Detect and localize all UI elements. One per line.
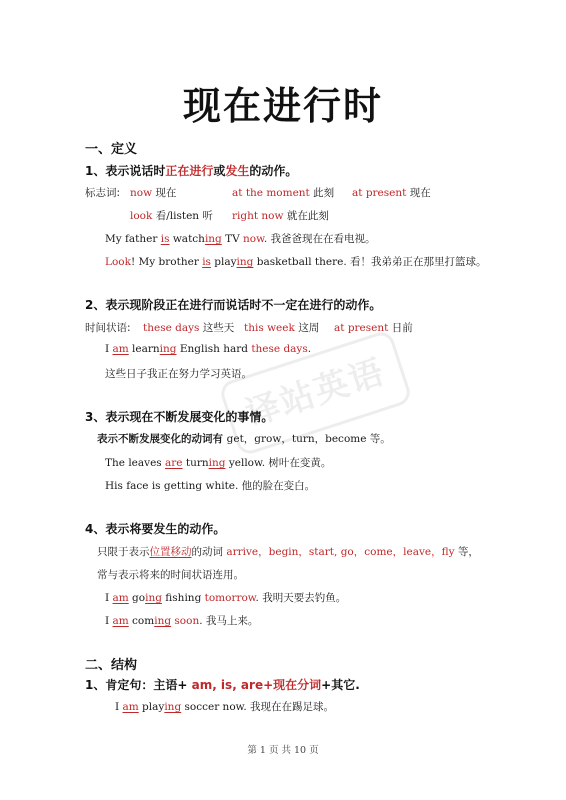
- time-word: tomorrow: [204, 592, 256, 604]
- example-sentence-5: His face is getting white. 他的脸在变白。: [105, 480, 316, 492]
- signal-word: [130, 208, 213, 223]
- point-1-heading: [85, 162, 297, 179]
- signal-word: [232, 208, 329, 223]
- time-word-zh: 这周: [298, 322, 320, 334]
- aux-verb: am: [112, 592, 129, 604]
- text: play: [210, 256, 237, 268]
- time-word: [244, 320, 319, 335]
- time-word: [143, 320, 234, 335]
- signal-word: [352, 185, 431, 200]
- point-4-subline-2: 常与表示将来的时间状语连用。: [97, 569, 244, 581]
- time-word: now: [243, 233, 264, 245]
- text: +其它.: [321, 678, 360, 692]
- time-word: these days: [251, 343, 308, 355]
- aux-verb: am: [112, 343, 129, 355]
- example-translation-3: 这些日子我正在努力学习英语。: [105, 368, 252, 380]
- page-footer: 第 1 页 共 10 页: [247, 745, 319, 756]
- time-word-en: these days: [143, 322, 200, 334]
- aux-verb: are: [165, 457, 183, 469]
- structure-example-1: [115, 699, 334, 714]
- text: 的动词: [191, 546, 227, 558]
- time-word-zh: 这些天: [202, 322, 235, 334]
- text: 或: [213, 164, 226, 178]
- highlight: 发生: [225, 164, 250, 178]
- ing-suffix: ing: [159, 343, 177, 355]
- signal-word: [130, 185, 176, 200]
- text: learn: [128, 343, 160, 355]
- time-adverbial-label: 时间状语:: [85, 322, 131, 334]
- time-word-en: at present: [334, 322, 389, 334]
- structure-point-1-heading: [85, 676, 360, 693]
- ing-suffix: ing: [208, 457, 226, 469]
- aux-verb: am: [112, 615, 129, 627]
- aux-verb: is: [160, 233, 170, 245]
- signal-word: Look: [105, 256, 131, 268]
- text: 1、肯定句：主语+: [85, 678, 192, 692]
- text: 只限于表示: [97, 546, 150, 558]
- point-2-heading: 2、表示现阶段正在进行而说话时不一定在进行的动作。: [85, 298, 382, 312]
- point-4-subline-1: [97, 544, 479, 559]
- signal-word: [232, 185, 334, 200]
- text: yellow. 树叶在变黄。: [225, 457, 332, 469]
- example-sentence-3: [105, 343, 311, 355]
- signal-word-en: right now: [232, 210, 284, 222]
- time-word-en: this week: [244, 322, 295, 334]
- text: turn: [182, 457, 209, 469]
- page-title: 现在进行时: [182, 84, 383, 128]
- ing-suffix: ing: [164, 701, 182, 713]
- example-sentence-4: [105, 455, 331, 470]
- text: I: [105, 592, 113, 604]
- example-sentence-7: [105, 613, 258, 628]
- ing-suffix: ing: [154, 615, 172, 627]
- text: go: [128, 592, 146, 604]
- time-word: soon: [174, 615, 200, 627]
- text: soccer now. 我现在在踢足球。: [181, 701, 335, 713]
- watermark: 译站英语: [218, 329, 414, 457]
- text: com: [128, 615, 155, 627]
- signal-words-label: 标志词:: [85, 187, 121, 199]
- text: ! My brother: [130, 256, 203, 268]
- point-3-subline: [97, 431, 391, 446]
- time-word-zh: 日前: [391, 322, 413, 334]
- verb-list: arrive，begin，start, go，come，leave，fly: [226, 546, 455, 558]
- text: . 我爸爸现在在看电视。: [263, 233, 376, 245]
- text: . 我马上来。: [199, 615, 259, 627]
- text: 等，: [454, 546, 479, 558]
- example-sentence-6: [105, 590, 346, 605]
- ing-suffix: ing: [204, 233, 222, 245]
- point-4-heading: 4、表示将要发生的动作。: [85, 522, 226, 536]
- highlight: 位置移动: [149, 546, 192, 558]
- signal-word-zh: 看/listen 听: [155, 210, 213, 222]
- text: . 我明天要去钓鱼。: [255, 592, 347, 604]
- text: I: [105, 343, 113, 355]
- signal-word-zh: 就在此刻: [286, 210, 329, 222]
- signal-word-zh: 现在: [155, 187, 177, 199]
- ing-suffix: ing: [145, 592, 162, 604]
- text: .: [307, 343, 312, 355]
- formula: am, is, are+现在分词: [191, 678, 322, 692]
- signal-word-en: at the moment: [232, 187, 310, 199]
- text: TV: [221, 233, 244, 245]
- aux-verb: am: [122, 701, 139, 713]
- signal-word-en: now: [130, 187, 153, 199]
- text: The leaves: [105, 457, 166, 469]
- text: I: [105, 615, 113, 627]
- text: watch: [169, 233, 205, 245]
- text: I: [115, 701, 123, 713]
- section-heading-definition: 一、定义: [85, 142, 138, 157]
- section-heading-structure: 二、结构: [85, 658, 138, 673]
- text: 的动作。: [249, 164, 298, 178]
- text: English hard: [176, 343, 252, 355]
- time-word: [334, 320, 413, 335]
- aux-verb: is: [202, 256, 211, 268]
- verb-list: get，grow，turn，become 等。: [226, 433, 391, 445]
- signal-word-zh: 此刻: [313, 187, 335, 199]
- example-sentence-2: [105, 254, 487, 269]
- signal-word-zh: 现在: [409, 187, 431, 199]
- signal-word-en: look: [130, 210, 153, 222]
- text: fishing: [161, 592, 205, 604]
- example-sentence-1: [105, 231, 376, 246]
- signal-word-en: at present: [352, 187, 407, 199]
- point-3-heading: 3、表示现在不断发展变化的事情。: [85, 410, 274, 424]
- text: My father: [105, 233, 161, 245]
- text: basketball there. 看！我弟弟正在那里打篮球。: [253, 256, 487, 268]
- text: 1、表示说话时: [85, 164, 166, 178]
- text: 表示不断发展变化的动词有: [97, 433, 227, 445]
- highlight: 正在进行: [165, 164, 214, 178]
- ing-suffix: ing: [236, 256, 254, 268]
- text: play: [138, 701, 165, 713]
